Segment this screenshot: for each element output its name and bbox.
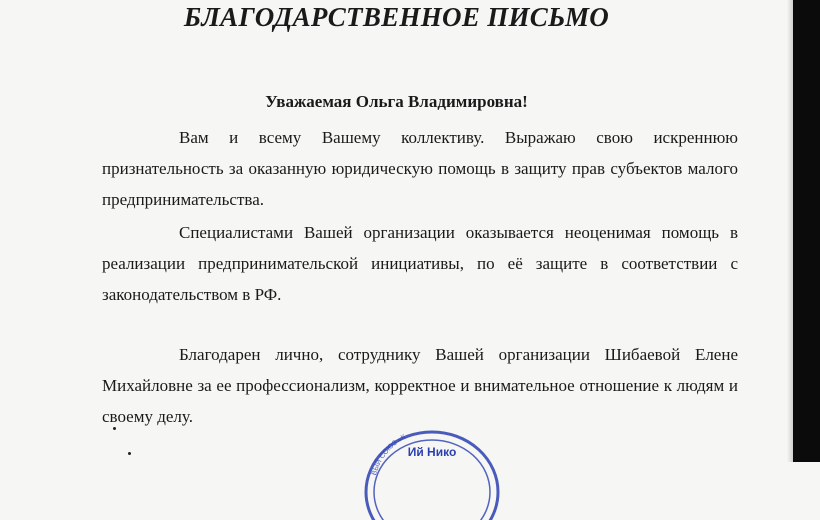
organization-stamp-icon — [352, 420, 512, 520]
letter-title: БЛАГОДАРСТВЕННОЕ ПИСЬМО — [183, 2, 610, 32]
paragraph-gratitude: Вам и всему Вашему коллективу. Выражаю свою искреннюю признательность за оказанную юридическую помощь в защиту прав субъектов малого предпринимательства. — [102, 128, 738, 209]
svg-text:ВЫЙ СОЮЗ «К — [371, 433, 408, 476]
scan-speck — [113, 427, 116, 430]
salutation: Уважаемая Ольга Владимировна! — [265, 92, 528, 111]
paragraph-personal-thanks: Благодарен лично, сотруднику Вашей организации Шибаевой Елене Михайловне за ее профессионализм, корректное и внимательное отношение к людям и своему делу. — [102, 345, 738, 426]
stamp-inner-text: Ий Нико — [407, 445, 457, 459]
stamp-arc-text: ВЫЙ СОЮЗ «К — [370, 433, 407, 477]
paragraph-specialists: Специалистами Вашей организации оказывается неоценимая помощь в реализации предпринимательской инициативы, по её защите в соответствии с законодательством в РФ. — [102, 223, 738, 304]
scan-black-border — [793, 0, 820, 462]
scan-speck — [128, 452, 131, 455]
